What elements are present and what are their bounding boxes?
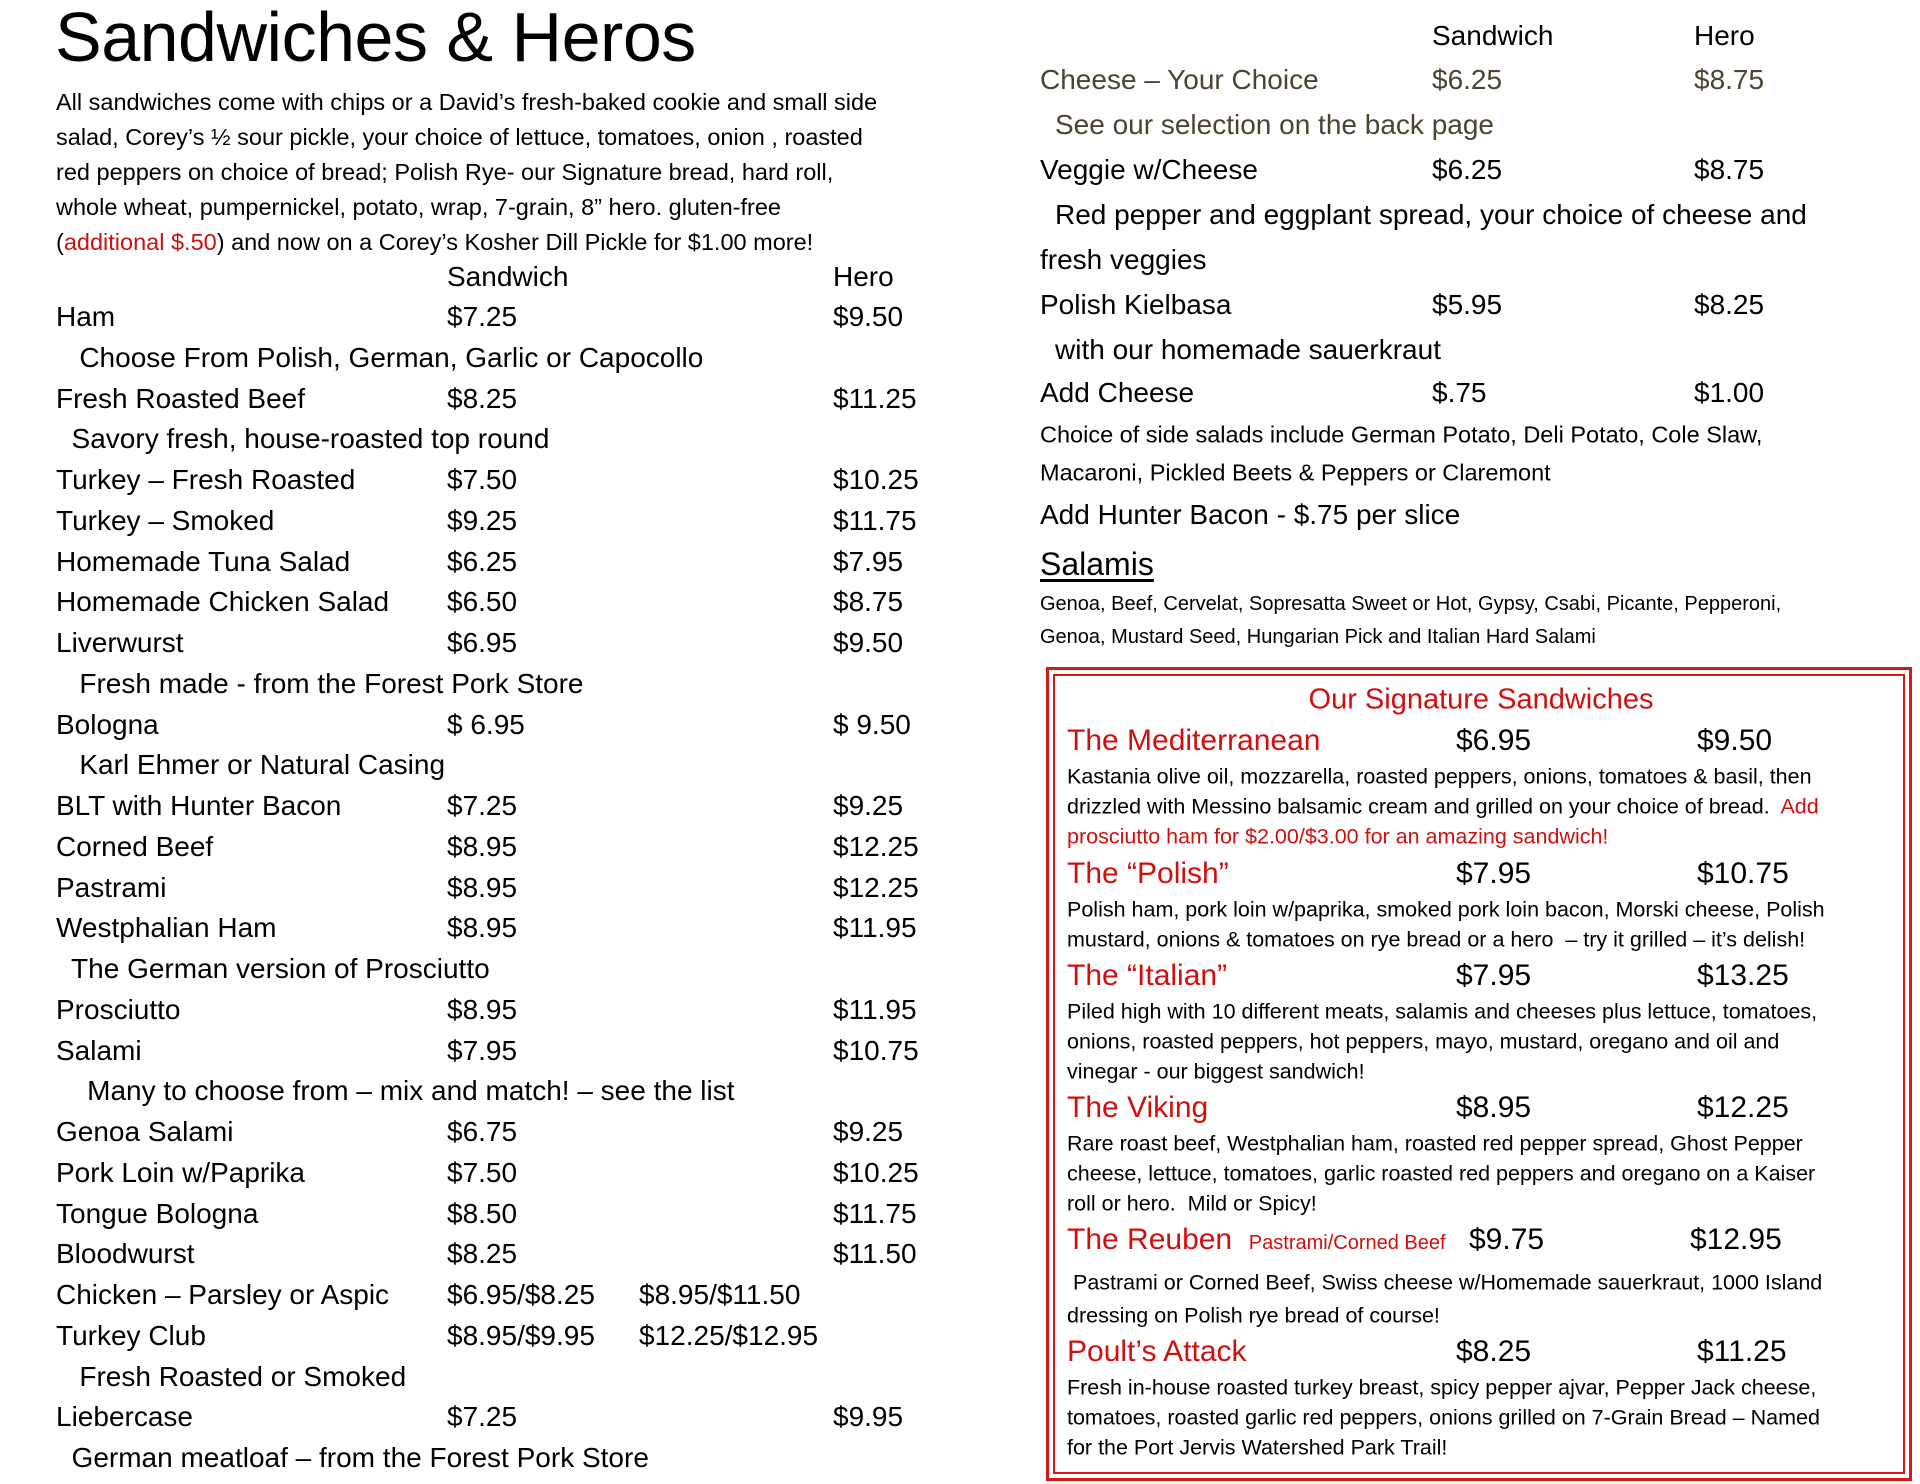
signature-item-description [1067,1437,1447,1459]
sandwich-price: $6.50 [447,586,518,617]
sandwich-price: $7.50 [447,464,518,495]
sandwich-price: $6.95 [1456,724,1532,757]
menu-item-note: Karl Ehmer or Natural Casing [56,749,446,780]
page-title: Sandwiches & Heros [55,0,696,76]
sandwich-price: $8.95 [447,994,518,1025]
hero-price: $12.95 [1690,1223,1782,1256]
menu-item-name: Polish Kielbasa [1040,289,1232,320]
signature-item-name [1067,1225,1446,1255]
hero-price: $11.95 [833,912,917,943]
description-text: Piled high with 10 different meats, salamis and cheeses plus lettuce, tomatoes, [1067,999,1818,1024]
hero-price: $11.25 [1697,1335,1787,1368]
sandwich-column-header: Sandwich [447,261,569,292]
hero-price: $1.00 [1694,377,1765,408]
intro-line: red peppers on choice of bread; Polish Rye- our Signature bread, hard roll, [56,159,834,185]
intro-tail: ) and now on a Corey’s Kosher Dill Pickle for $1.00 more! [216,229,814,255]
hero-price: $12.25 [1697,1091,1789,1124]
side-salads-text: Macaroni, Pickled Beets & Peppers or Claremont [1040,459,1551,486]
hero-price: $11.75 [833,1198,917,1229]
intro-line: whole wheat, pumpernickel, potato, wrap, 7-grain, 8” hero. gluten-free [56,194,781,220]
menu-item-name: Westphalian Ham [56,912,277,943]
menu-item-note: German meatloaf – from the Forest Pork Store [56,1442,649,1473]
hero-price: $11.25 [833,383,917,414]
hero-price: $9.95 [833,1401,904,1432]
description-text: dressing on Polish rye bread of course! [1067,1303,1440,1328]
hero-price: $10.75 [833,1035,919,1066]
signature-item-title: The “Italian” [1067,959,1228,992]
menu-item-name: Fresh Roasted Beef [56,383,306,414]
menu-item-note: fresh veggies [1040,244,1207,275]
sandwich-price: $.75 [1432,377,1487,408]
signature-item-subtitle: Pastrami/Corned Beef [1248,1232,1446,1254]
menu-item-name: Turkey Club [56,1320,206,1351]
signature-item-description [1067,766,1812,788]
hero-price: $12.25 [833,831,919,862]
menu-item-name: Homemade Tuna Salad [56,546,351,577]
description-text: roll or hero. Mild or Spicy! [1067,1191,1317,1216]
menu-item-name: Homemade Chicken Salad [56,586,390,617]
menu-item-name: Pork Loin w/Paprika [56,1157,306,1188]
sandwich-price: $6.95 [447,627,518,658]
hero-price: $9.50 [833,627,904,658]
gluten-free-surcharge: additional $.50 [63,229,217,255]
sandwich-price: $6.95/$8.25 [447,1279,595,1310]
description-text: tomatoes, roasted garlic red peppers, onions grilled on 7-Grain Bread – Named [1067,1405,1820,1430]
signature-item-description [1067,1272,1822,1294]
hero-price: $13.25 [1697,959,1789,992]
hero-column-header: Hero [1694,20,1755,51]
signature-title: Our Signature Sandwiches [1308,683,1654,716]
sandwich-price: $7.50 [447,1157,518,1188]
signature-item-name [1067,1337,1247,1367]
description-text: drizzled with Messino balsamic cream and grilled on your choice of bread. [1067,794,1781,819]
hero-column-header: Hero [833,261,894,292]
hero-price: $12.25 [833,872,919,903]
menu-item-name: Bologna [56,709,159,740]
sandwich-price: $ 6.95 [447,709,525,740]
signature-item-description [1067,899,1825,921]
sandwich-column-header: Sandwich [1432,20,1554,51]
signature-item-name [1067,859,1229,889]
signature-item-name [1067,726,1320,756]
sandwich-price: $9.75 [1469,1223,1545,1256]
sandwich-price: $8.95/$9.95 [447,1320,595,1351]
description-text: cheese, lettuce, tomatoes, garlic roasted red peppers and oregano on a Kaiser [1067,1161,1816,1186]
signature-item-description [1067,1407,1820,1429]
sandwich-price: $8.25 [447,1238,518,1269]
signature-item-description [1067,826,1608,848]
menu-item-name: Corned Beef [56,831,214,862]
hero-price: $8.95/$11.50 [639,1279,801,1310]
signature-item-title: The Reuben [1067,1223,1233,1256]
description-text: Kastania olive oil, mozzarella, roasted peppers, onions, tomatoes & basil, then [1067,764,1812,789]
menu-item-note: Fresh Roasted or Smoked [56,1361,407,1392]
hero-price: $9.50 [1697,724,1773,757]
intro-paragraph [56,85,986,260]
menu-item-note: See our selection on the back page [1055,109,1494,140]
sandwich-price: $7.25 [447,790,518,821]
salamis-list: Genoa, Beef, Cervelat, Sopresatta Sweet or Hot, Gypsy, Csabi, Picante, Pepperoni, [1040,593,1782,615]
menu-item-name: Liebercase [56,1401,193,1432]
sandwich-price: $6.25 [447,546,518,577]
hero-price: $ 9.50 [833,709,911,740]
hero-price: $10.75 [1697,857,1789,890]
sandwich-price: $7.95 [447,1035,518,1066]
menu-item-name: Turkey – Fresh Roasted [56,464,356,495]
menu-item-name: Genoa Salami [56,1116,234,1147]
signature-item-description [1067,1163,1815,1185]
menu-item-name: Chicken – Parsley or Aspic [56,1279,390,1310]
hero-price: $12.25/$12.95 [639,1320,819,1351]
intro-line: All sandwiches come with chips or a David’s fresh-baked cookie and small side [56,89,878,115]
hero-price: $8.75 [1694,154,1765,185]
description-text: vinegar - our biggest sandwich! [1067,1059,1365,1084]
paren: ( [56,229,64,255]
sandwich-price: $8.25 [1456,1335,1532,1368]
hero-price: $9.50 [833,301,904,332]
hero-price: $11.50 [833,1238,917,1269]
sandwich-price: $8.95 [1456,1091,1532,1124]
salamis-list: Genoa, Mustard Seed, Hungarian Pick and Italian Hard Salami [1040,626,1596,648]
hero-price: $8.25 [1694,289,1765,320]
menu-item-name: Cheese – Your Choice [1040,64,1319,95]
sandwich-price: $8.95 [447,912,518,943]
signature-item-description [1067,1305,1440,1327]
sandwich-price: $5.95 [1432,289,1503,320]
signature-item-title: Poult’s Attack [1067,1335,1247,1368]
hero-price: $8.75 [1694,64,1765,95]
menu-item-note: Red pepper and eggplant spread, your choice of cheese and [1055,199,1807,230]
menu-item-name: Liverwurst [56,627,184,658]
sandwich-price: $7.25 [447,301,518,332]
add-on-offer: Add [1780,794,1819,819]
menu-item-name: Tongue Bologna [56,1198,259,1229]
description-text: for the Port Jervis Watershed Park Trail! [1067,1435,1448,1460]
signature-item-description [1067,1133,1803,1155]
hero-price: $11.95 [833,994,917,1025]
signature-item-description [1067,1193,1317,1215]
menu-item-name: Pastrami [56,872,167,903]
menu-item-name: Ham [56,301,116,332]
sandwich-price: $8.95 [447,831,518,862]
sandwich-price: $6.25 [1432,64,1503,95]
hero-price: $10.25 [833,1157,919,1188]
hero-price: $8.75 [833,586,904,617]
intro-line [56,225,986,260]
sandwich-price: $8.25 [447,383,518,414]
sandwich-price: $6.25 [1432,154,1503,185]
menu-item-note: with our homemade sauerkraut [1055,334,1441,365]
menu-item-note: The German version of Prosciutto [56,953,490,984]
hero-price: $9.25 [833,790,904,821]
menu-item-note: Choose From Polish, German, Garlic or Capocollo [56,342,704,373]
sandwich-price: $7.95 [1456,857,1532,890]
sandwich-price: $8.50 [447,1198,518,1229]
description-text: Pastrami or Corned Beef, Swiss cheese w/Homemade sauerkraut, 1000 Island [1067,1270,1823,1295]
sandwich-price: $7.25 [447,1401,518,1432]
menu-item-name: Veggie w/Cheese [1040,154,1258,185]
signature-item-name [1067,961,1227,991]
hero-price: $9.25 [833,1116,904,1147]
menu-item-name: Add Cheese [1040,377,1195,408]
menu-item-name: Prosciutto [56,994,181,1025]
description-text: Rare roast beef, Westphalian ham, roasted red pepper spread, Ghost Pepper [1067,1131,1803,1156]
signature-item-title: The Viking [1067,1091,1209,1124]
signature-item-name [1067,1093,1208,1123]
sandwich-price: $8.95 [447,872,518,903]
hero-price: $10.25 [833,464,919,495]
description-text: Polish ham, pork loin w/paprika, smoked pork loin bacon, Morski cheese, Polish [1067,897,1825,922]
signature-item-description [1067,796,1819,818]
add-bacon-text: Add Hunter Bacon - $.75 per slice [1040,499,1461,530]
signature-item-description [1067,1031,1779,1053]
menu-item-note: Savory fresh, house-roasted top round [56,423,550,454]
sandwich-price: $6.75 [447,1116,518,1147]
signature-item-description [1067,1001,1817,1023]
menu-item-note: Fresh made - from the Forest Pork Store [56,668,584,699]
side-salads-text: Choice of side salads include German Potato, Deli Potato, Cole Slaw, [1040,421,1763,448]
hero-price: $7.95 [833,546,904,577]
signature-item-description [1067,1377,1816,1399]
sandwich-price: $7.95 [1456,959,1532,992]
sandwich-price: $9.25 [447,505,518,536]
description-text: mustard, onions & tomatoes on rye bread or a hero – try it grilled – it’s delish! [1067,927,1806,952]
description-text: Fresh in-house roasted turkey breast, spicy pepper ajvar, Pepper Jack cheese, [1067,1375,1817,1400]
hero-price: $11.75 [833,505,917,536]
signature-item-title: The “Polish” [1067,857,1229,890]
menu-item-name: Salami [56,1035,142,1066]
salamis-heading: Salamis [1040,546,1154,582]
menu-item-note: Many to choose from – mix and match! – see the list [56,1075,735,1106]
signature-item-title: The Mediterranean [1067,724,1321,757]
menu-item-name: BLT with Hunter Bacon [56,790,342,821]
menu-item-name: Bloodwurst [56,1238,195,1269]
signature-item-description [1067,929,1805,951]
intro-line: salad, Corey’s ½ sour pickle, your choice of lettuce, tomatoes, onion , roasted [56,124,863,150]
signature-item-description [1067,1061,1365,1083]
add-on-offer: prosciutto ham for $2.00/$3.00 for an amazing sandwich! [1067,824,1609,849]
description-text: onions, roasted peppers, hot peppers, mayo, mustard, oregano and oil and [1067,1029,1780,1054]
menu-item-name: Turkey – Smoked [56,505,275,536]
